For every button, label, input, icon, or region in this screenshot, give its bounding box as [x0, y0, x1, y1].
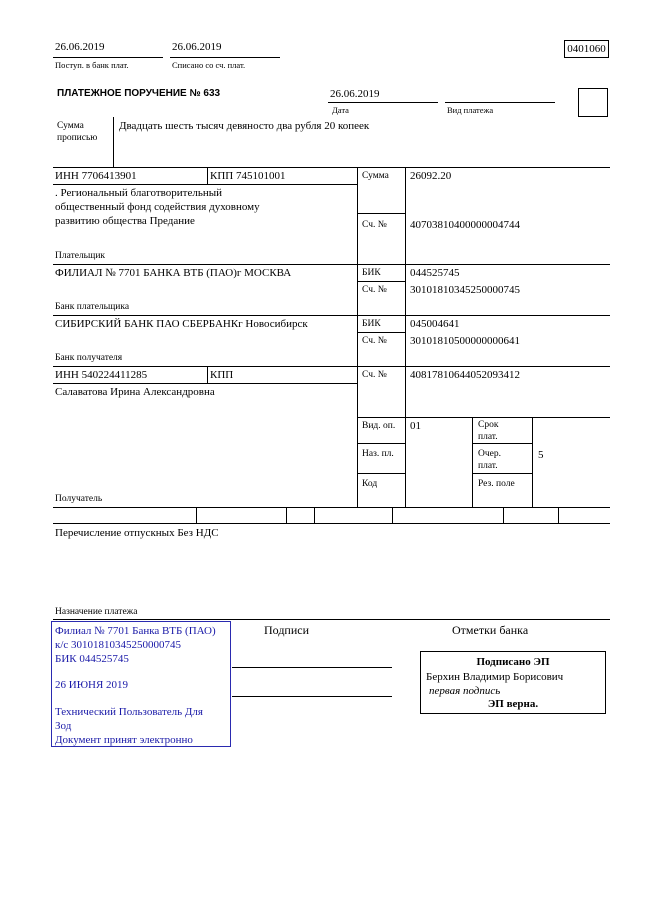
grid-line — [53, 523, 610, 524]
priority-label-2: плат. — [478, 461, 498, 471]
payee-inn: ИНН 540224411285 — [55, 369, 148, 381]
grid-line — [53, 264, 610, 265]
payee-bank-bik: 045004641 — [410, 318, 460, 330]
payer-bank-label: Банк плательщика — [55, 302, 130, 312]
term-label-2: плат. — [478, 432, 498, 442]
payee-bank-account-label: Сч. № — [362, 336, 387, 346]
signature-line-2 — [232, 696, 392, 697]
bank-stamp — [51, 621, 231, 747]
payment-type-line — [445, 102, 555, 103]
reserve-label: Рез. поле — [478, 479, 515, 489]
payer-label: Плательщик — [55, 251, 106, 261]
payer-inn: ИНН 7706413901 — [55, 170, 137, 182]
payee-label: Получатель — [55, 494, 103, 504]
grid-line — [196, 507, 197, 523]
grid-line — [472, 417, 473, 507]
e-signature-box — [420, 651, 606, 714]
purpose-label: Назначение платежа — [55, 607, 138, 617]
grid-line — [357, 417, 610, 418]
grid-line — [357, 443, 405, 444]
amount-words-text: Двадцать шесть тысяч девяносто два рубля 20 копеек — [119, 120, 370, 132]
payer-account: 40703810400000004744 — [410, 219, 520, 231]
e-signature-signer: Берхин Владимир Борисович — [426, 671, 564, 683]
grid-line — [53, 383, 357, 384]
grid-line — [532, 417, 533, 507]
payment-status-box — [578, 88, 608, 117]
order-date-line — [328, 102, 438, 103]
signature-line-1 — [232, 667, 392, 668]
priority-label-1: Очер. — [478, 449, 501, 459]
payer-name-1: . Региональный благотворительный — [55, 187, 222, 199]
payee-bank-label: Банк получателя — [55, 353, 123, 363]
e-signature-role: первая подпись — [429, 685, 501, 697]
stamp-line-3: БИК 044525745 — [55, 653, 129, 665]
grid-line — [392, 507, 393, 523]
grid-line — [53, 184, 357, 185]
form-code: 0401060 — [564, 40, 609, 58]
stamp-line-5: Технический Пользователь Для — [55, 706, 203, 718]
debited-date-line — [170, 57, 280, 58]
amount-words-divider — [113, 117, 114, 167]
payee-bank-bik-label: БИК — [362, 319, 381, 329]
debited-date: 26.06.2019 — [172, 41, 222, 53]
grid-line — [503, 507, 504, 523]
stamp-line-4: 26 ИЮНЯ 2019 — [55, 679, 129, 691]
term-label-1: Срок — [478, 420, 499, 430]
payee-account-label: Сч. № — [362, 370, 387, 380]
payer-bank-account-label: Сч. № — [362, 285, 387, 295]
signatures-label: Подписи — [264, 623, 310, 637]
payer-bank-name: ФИЛИАЛ № 7701 БАНКА ВТБ (ПАО)г МОСКВА — [55, 267, 292, 279]
payer-bank-account: 30101810345250000745 — [410, 284, 520, 296]
grid-line — [405, 167, 406, 507]
debited-date-label: Списано со сч. плат. — [172, 60, 246, 70]
grid-line — [286, 507, 287, 523]
amount-label: Сумма — [362, 171, 389, 181]
purpose-text: Перечисление отпускных Без НДС — [55, 527, 219, 539]
payee-bank-account: 30101810500000000641 — [410, 335, 520, 347]
received-date-line — [53, 57, 163, 58]
payer-bank-bik-label: БИК — [362, 268, 381, 278]
grid-line — [53, 315, 610, 316]
grid-line — [558, 507, 559, 523]
grid-line — [53, 507, 610, 508]
payer-name-2: общественный фонд содействия духовному — [55, 201, 260, 213]
grid-line — [314, 507, 315, 523]
bank-marks-label: Отметки банка — [452, 623, 529, 637]
grid-line — [472, 443, 532, 444]
op-type-value: 01 — [410, 420, 421, 432]
amount-words-label-1: Сумма — [57, 121, 84, 131]
grid-line — [53, 167, 610, 168]
grid-line — [207, 167, 208, 184]
payee-name: Салаватова Ирина Александровна — [55, 386, 215, 398]
order-date-label: Дата — [332, 105, 349, 115]
payee-kpp: КПП — [210, 369, 234, 381]
purpose-code-label: Наз. пл. — [362, 449, 394, 459]
grid-line — [53, 619, 610, 620]
received-date: 26.06.2019 — [55, 41, 105, 53]
grid-line — [53, 366, 610, 367]
grid-line — [357, 473, 405, 474]
e-signature-verified: ЭП верна. — [487, 698, 539, 710]
stamp-line-2: к/с 30101810345250000745 — [55, 639, 182, 651]
page-title: ПЛАТЕЖНОЕ ПОРУЧЕНИЕ № 633 — [57, 88, 221, 99]
stamp-line-1: Филиал № 7701 Банка ВТБ (ПАО) — [55, 625, 216, 637]
payee-bank-name: СИБИРСКИЙ БАНК ПАО СБЕРБАНКг Новосибирск — [55, 318, 308, 330]
code-label: Код — [362, 479, 378, 489]
op-type-label: Вид. оп. — [362, 421, 396, 431]
grid-line — [357, 167, 358, 507]
grid-line — [357, 281, 405, 282]
payer-name-3: развитию общества Предание — [55, 215, 195, 227]
stamp-line-7: Документ принят электронно — [55, 734, 193, 746]
payment-type-label: Вид платежа — [447, 105, 494, 115]
grid-line — [357, 332, 405, 333]
payer-kpp: КПП 745101001 — [210, 170, 286, 182]
payer-bank-bik: 044525745 — [410, 267, 460, 279]
grid-line — [357, 213, 405, 214]
priority-value: 5 — [538, 449, 544, 461]
amount-value: 26092.20 — [410, 170, 452, 182]
stamp-line-6: Зод — [55, 720, 72, 732]
order-date: 26.06.2019 — [330, 88, 380, 100]
grid-line — [472, 473, 532, 474]
received-date-label: Поступ. в банк плат. — [55, 60, 129, 70]
e-signature-title: Подписано ЭП — [476, 656, 550, 668]
payee-account: 40817810644052093412 — [410, 369, 520, 381]
amount-words-label-2: прописью — [57, 133, 98, 143]
payer-account-label: Сч. № — [362, 220, 387, 230]
grid-line — [207, 366, 208, 383]
